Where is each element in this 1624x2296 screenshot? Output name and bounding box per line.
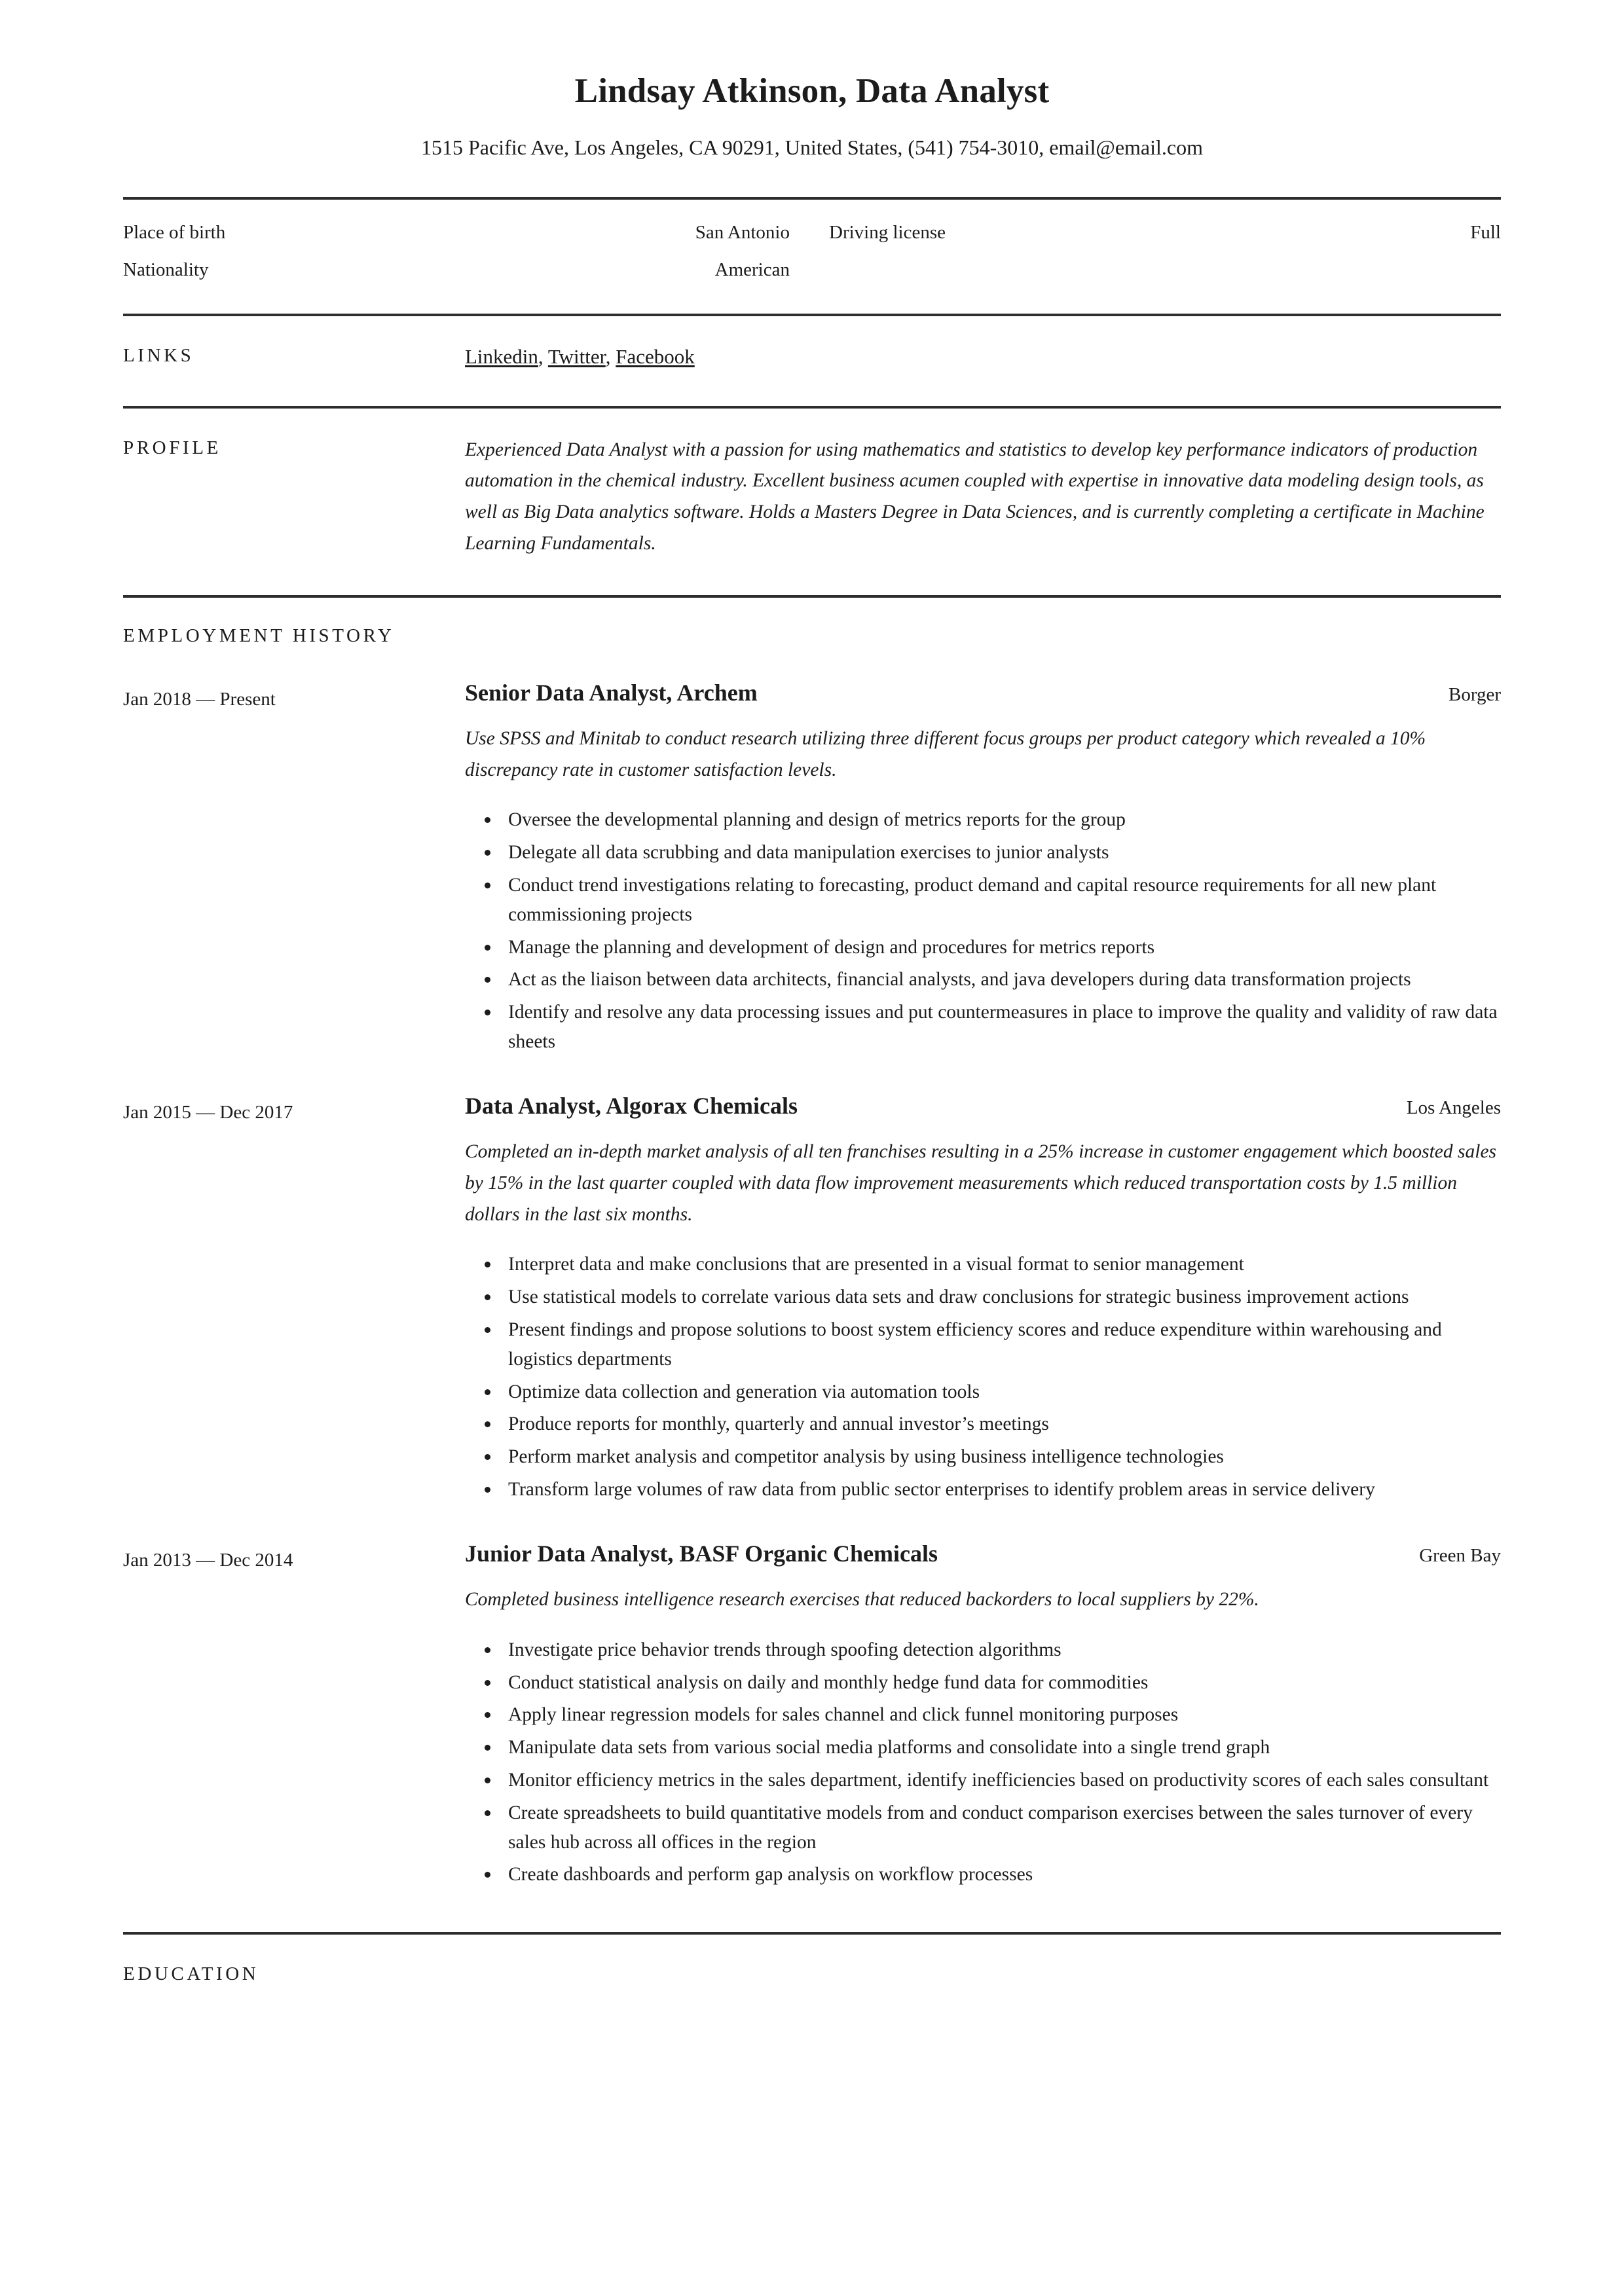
document-header xyxy=(123,0,1501,160)
nationality-label: Nationality xyxy=(123,259,209,280)
profile-section-label: PROFILE xyxy=(123,437,221,458)
list-item: Produce reports for monthly, quarterly and annual investor’s meetings xyxy=(465,1410,1501,1439)
list-item: Transform large volumes of raw data from public sector enterprises to identify problem areas in service delivery xyxy=(465,1475,1501,1504)
list-item: Manipulate data sets from various social media platforms and consolidate into a single trend graph xyxy=(465,1733,1501,1762)
list-item: Use statistical models to correlate various data sets and draw conclusions for strategic business improvement actions xyxy=(465,1283,1501,1312)
job-title: Junior Data Analyst, BASF Organic Chemicals xyxy=(465,1540,938,1567)
list-item: Create spreadsheets to build quantitative models from and conduct comparison exercises between the sales turnover of every sales hub across all offices in the region xyxy=(465,1798,1501,1857)
list-item: Conduct trend investigations relating to forecasting, product demand and capital resource requirements for all new plant commissioning projects xyxy=(465,871,1501,930)
driving-license-label: Driving license xyxy=(829,221,946,243)
list-item: Create dashboards and perform gap analysis on workflow processes xyxy=(465,1860,1501,1889)
job-title-row xyxy=(465,1539,1501,1569)
job-entry xyxy=(123,1539,1501,1893)
job-bullet-list xyxy=(465,1635,1501,1890)
job-summary: Use SPSS and Minitab to conduct research utilizing three different focus groups per product category which revealed a 10% discrepancy rate in customer satisfaction levels. xyxy=(465,727,1426,780)
job-city: Green Bay xyxy=(1419,1544,1501,1566)
education-section-label: EDUCATION xyxy=(123,1963,259,1985)
list-item: Conduct statistical analysis on daily and monthly hedge fund data for commodities xyxy=(465,1668,1501,1698)
job-bullet-list xyxy=(465,1250,1501,1504)
job-body xyxy=(465,678,1501,1060)
profile-content-column xyxy=(465,435,1501,560)
job-title-row xyxy=(465,678,1501,708)
page-title: Lindsay Atkinson, Data Analyst xyxy=(574,72,1050,110)
personal-details-row xyxy=(123,259,1501,281)
job-title: Senior Data Analyst, Archem xyxy=(465,679,758,706)
list-item: Delegate all data scrubbing and data manipulation exercises to junior analysts xyxy=(465,838,1501,867)
job-date: Jan 2018 — Present xyxy=(123,688,276,710)
list-item: Identify and resolve any data processing issues and put countermeasures in place to improve the quality and validity of raw data sheets xyxy=(465,998,1501,1057)
link-linkedin[interactable]: Linkedin xyxy=(465,344,538,368)
job-title: Data Analyst, Algorax Chemicals xyxy=(465,1092,798,1119)
employment-section-label: EMPLOYMENT HISTORY xyxy=(123,625,395,646)
personal-details-section xyxy=(123,200,1501,281)
links-label-column xyxy=(123,342,465,367)
employment-section xyxy=(123,598,1501,1893)
job-body xyxy=(465,1091,1501,1508)
job-title-row xyxy=(465,1091,1501,1121)
job-city: Borger xyxy=(1448,683,1501,705)
list-item: Monitor efficiency metrics in the sales department, identify inefficiencies based on productivity scores of each sales consultant xyxy=(465,1766,1501,1795)
profile-label-column xyxy=(123,435,465,459)
education-section xyxy=(123,1935,1501,1985)
place-of-birth-label: Place of birth xyxy=(123,221,226,243)
list-item: Act as the liaison between data architects, financial analysts, and java developers during data transformation projects xyxy=(465,965,1501,994)
list-item: Interpret data and make conclusions that are presented in a visual format to senior management xyxy=(465,1250,1501,1279)
list-item: Present findings and propose solutions to boost system efficiency scores and reduce expenditure within warehousing and logistics departments xyxy=(465,1315,1501,1374)
job-entry xyxy=(123,678,1501,1060)
job-summary: Completed business intelligence research exercises that reduced backorders to local suppliers by 22%. xyxy=(465,1588,1259,1610)
job-city: Los Angeles xyxy=(1406,1097,1501,1118)
list-item: Manage the planning and development of design and procedures for metrics reports xyxy=(465,933,1501,962)
job-body xyxy=(465,1539,1501,1893)
job-date: Jan 2015 — Dec 2017 xyxy=(123,1101,293,1123)
list-item: Investigate price behavior trends through spoofing detection algorithms xyxy=(465,1635,1501,1665)
job-summary: Completed an in-depth market analysis of all ten franchises resulting in a 25% increase in customer engagement which boosted sales by 15% in the last quarter coupled with data flow improvement measurements which reduced transportation costs by 1.5 million dollars in the last six months. xyxy=(465,1140,1497,1225)
link-facebook[interactable]: Facebook xyxy=(616,344,695,368)
profile-section xyxy=(123,409,1501,560)
contact-line: 1515 Pacific Ave, Los Angeles, CA 90291, United States, (541) 754-3010, email@email.com xyxy=(420,136,1203,160)
list-item: Perform market analysis and competitor analysis by using business intelligence technologies xyxy=(465,1442,1501,1472)
job-bullet-list xyxy=(465,805,1501,1057)
job-date: Jan 2013 — Dec 2014 xyxy=(123,1549,293,1571)
nationality-value: American xyxy=(714,259,790,280)
profile-text: Experienced Data Analyst with a passion for using mathematics and statistics to develop key performance indicators of production automation in the chemical industry. Excellent business acumen coupled with expertise in innovative data modeling design tools, as well as Big Data analytics software. Holds a Masters Degree in Data Sciences, and is currently completing a certificate in Machine Learning Fundamentals. xyxy=(465,439,1485,554)
link-separator: , xyxy=(605,344,616,368)
links-section-label: LINKS xyxy=(123,344,194,366)
personal-details-row xyxy=(123,222,1501,244)
job-entry xyxy=(123,1091,1501,1508)
links-list xyxy=(465,342,1501,372)
place-of-birth-value: San Antonio xyxy=(695,221,790,243)
links-section xyxy=(123,316,1501,372)
link-separator: , xyxy=(538,344,548,368)
list-item: Apply linear regression models for sales channel and click funnel monitoring purposes xyxy=(465,1700,1501,1730)
driving-license-value: Full xyxy=(1470,221,1501,243)
list-item: Oversee the developmental planning and design of metrics reports for the group xyxy=(465,805,1501,835)
links-content-column xyxy=(465,342,1501,372)
link-twitter[interactable]: Twitter xyxy=(547,344,606,368)
list-item: Optimize data collection and generation via automation tools xyxy=(465,1377,1501,1407)
